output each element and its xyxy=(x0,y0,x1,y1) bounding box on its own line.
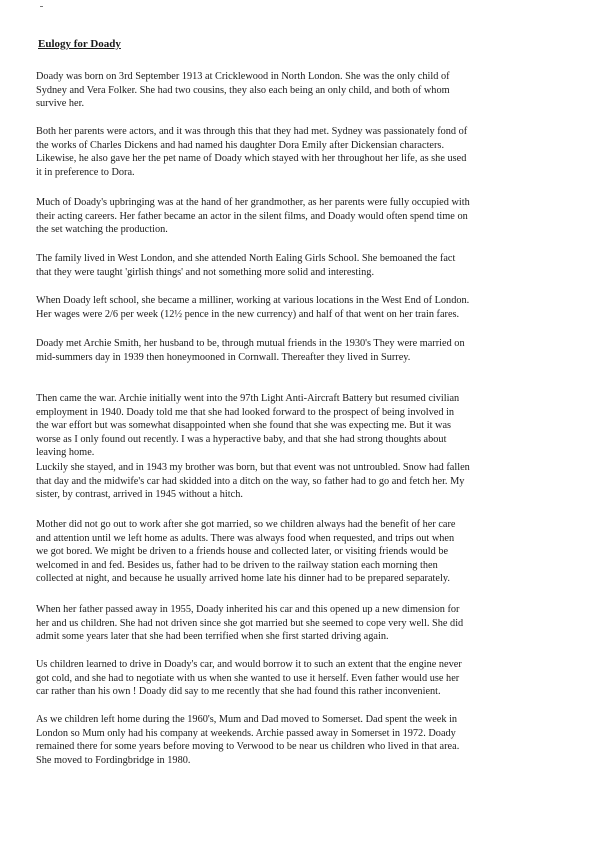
text-line: the war effort but was somewhat disappointed when she found that she was expecting me. But it was xyxy=(36,420,452,432)
text-line: Doady met Archie Smith, her husband to be, through mutual friends in the 1930's They were married on xyxy=(36,338,465,349)
scan-mark xyxy=(40,6,43,7)
text-line: their acting careers. Her father became an actor in the silent films, and Doady would often spend time on xyxy=(36,210,468,222)
text-line: When Doady left school, she became a milliner, working at various locations in the West End of London. xyxy=(36,295,470,306)
text-line: car rather than his own ! Doady did say to me recently that she had found this rather inconvenient. xyxy=(36,686,441,698)
text-line: the set watching the production. xyxy=(36,224,168,236)
text-line: Much of Doady's upbringing was at the hand of her grandmother, as her parents were fully occupied with xyxy=(36,197,470,208)
text-line: it in preference to Dora. xyxy=(36,166,135,178)
text-line: Then came the war. Archie initially went into the 97th Light Anti-Aircraft Battery but resumed civilian xyxy=(36,393,460,404)
text-line: worse as I only found out recently. I was a hyperactive baby, and that she had strong thoughts about xyxy=(36,433,447,445)
text-line: leaving home. xyxy=(36,447,95,459)
text-line: mid-summers day in 1939 then honeymooned in Cornwall. Thereafter they lived in Surrey. xyxy=(36,351,411,363)
text-line: remained there for some years before moving to Verwood to be near us children who lived in that area. xyxy=(36,741,460,753)
paragraph-4 xyxy=(36,252,576,279)
text-line: the works of Charles Dickens and had named his daughter Dora Emily after Dickensian characters. xyxy=(36,139,445,151)
text-line: admit some years later that she had been terrified when she first started driving again. xyxy=(36,631,389,643)
text-line: welcomed in and fed. Besides us, father had to be driven to the railway station each morning then xyxy=(36,559,438,571)
text-line: The family lived in West London, and she attended North Ealing Girls School. She bemoaned the fact xyxy=(36,253,456,264)
text-line: Doady was born on 3rd September 1913 at Cricklewood in North London. She was the only child of xyxy=(36,71,450,82)
text-line: Us children learned to drive in Doady's car, and would borrow it to such an extent that the engine never xyxy=(36,659,462,670)
paragraph-1 xyxy=(36,70,576,111)
text-line: She moved to Fordingbridge in 1980. xyxy=(36,754,191,766)
text-line: Likewise, he also gave her the pet name of Doady which stayed with her throughout her life, as she used xyxy=(36,153,467,165)
text-line: Her wages were 2/6 per week (12½ pence in the new currency) and half of that went on her train fares. xyxy=(36,308,460,320)
paragraph-9 xyxy=(36,518,576,586)
paragraph-11 xyxy=(36,658,576,699)
text-line: got cold, and she had to negotiate with us when she wanted to use it herself. Even father would use her xyxy=(36,672,460,684)
paragraph-7 xyxy=(36,392,576,460)
text-line: sister, by contrast, arrived in 1945 without a hitch. xyxy=(36,489,243,501)
text-line: that they were taught 'girlish things' and not something more solid and interesting. xyxy=(36,266,375,278)
text-line: Luckily she stayed, and in 1943 my brother was born, but that event was not untroubled. Snow had fallen xyxy=(36,462,470,473)
text-line: Sydney and Vera Folker. She had two cousins, they also each being an only child, and both of whom xyxy=(36,84,450,96)
paragraph-2 xyxy=(36,125,576,179)
text-line: employment in 1940. Doady told me that she had looked forward to the prospect of being involved in xyxy=(36,406,455,418)
text-line: As we children left home during the 1960's, Mum and Dad moved to Somerset. Dad spent the week in xyxy=(36,714,458,725)
document-title: Eulogy for Doady xyxy=(38,38,121,50)
text-line: London so Mum only had his company at weekends. Archie passed away in Somerset in 1972. Doady xyxy=(36,727,456,739)
text-line: When her father passed away in 1955, Doady inherited his car and this opened up a new dimension for xyxy=(36,604,460,615)
text-line: Mother did not go out to work after she got married, so we children always had the benefit of her care xyxy=(36,519,456,530)
text-line: and attention until we left home as adults. There was always food when requested, and trips out when xyxy=(36,532,455,544)
text-line: that day and the midwife's car had skidded into a ditch on the way, so father had to go and fetch her. My xyxy=(36,475,465,487)
text-line: Both her parents were actors, and it was through this that they had met. Sydney was passionately fond of xyxy=(36,126,468,137)
paragraph-3 xyxy=(36,196,576,237)
paragraph-6 xyxy=(36,337,576,364)
paragraph-12 xyxy=(36,713,576,767)
paragraph-10 xyxy=(36,603,576,644)
paragraph-8 xyxy=(36,461,576,502)
paragraph-5 xyxy=(36,294,576,321)
text-line: collected at night, and because he usually arrived home late his dinner had to be prepared separately. xyxy=(36,573,450,585)
text-line: survive her. xyxy=(36,98,85,110)
text-line: her and us children. She had not driven since she got married but she seemed to cope very well. She did xyxy=(36,617,464,629)
text-line: we got bored. We might be driven to a friends house and collected later, or visiting friends would be xyxy=(36,546,449,558)
